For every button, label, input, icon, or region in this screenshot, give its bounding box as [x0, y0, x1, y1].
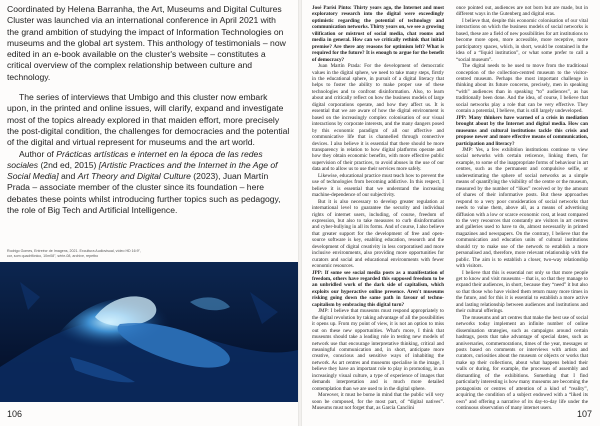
artwork-image: [0, 262, 298, 402]
interview-answer: Likewise, educational practice must teach how to prevent the use of technologies from becoming addictive. In this respect, I believe it is essential that we understand the increasing machine-dependence of our subjectivity.: [312, 172, 444, 199]
text-run: and: [58, 171, 78, 182]
interview-answer: Moreover, it must be borne in mind that the public will very soon be composed, for the most part, of “digital natives”. Museums must not forget that, as García Canclini: [312, 392, 444, 412]
book-title-art-theory: Art Theory and Digital Culture: [77, 171, 191, 182]
interview-answer: JMP: I believe that museums must respond appropriately to the digital revolution by taking advantage of all the possibilities it opens up. From my point of view, it is not an option to miss out on these new opportunities. What's more, I think that museums should take a leading role in testing new models of network use that encourage interpretative thinking, critical and meaningful communication and, in short, anticipate more creative, conscious and sensitive ways of inhabiting the network. As art centres and museums specialise in the image, I believe they have an important role to play in promoting, in an increasingly visual culture, a type of experience of images that demands interpretation and is much more detailed contemplation than we are used to in the digital sphere.: [312, 308, 444, 392]
intro-text: [7, 4, 290, 216]
left-page: [0, 0, 298, 426]
artwork-photo: [0, 262, 298, 402]
interview-question: JPP: Many thinkers have warned of a crisis in mediation brought about by the Internet and digital media. How can museums and cultural institutions tackle this crisis and propose newer and more effective means of communication, participation and literacy?: [456, 114, 588, 147]
book-title-english: [Artistic Practices and the Internet in the Age of Social Media]: [7, 159, 278, 182]
interview-answer: The digital needs to be used to move from the traditional conception of the collection-centred museum to the visitor-centred museum. Perhaps the most important challenge in thinking about its future concerns, precisely, men in speaking “with” audiences than in speaking “to” audiences”, as has traditionally been done. And the idea, of course, I believe that social networks play a role that can be very effective. They contain a potential, I believe, that is still largely undeveloped.: [456, 63, 588, 115]
interview-answer: I believe that this is essential not only so that more people get to know and visit museums – that is, so that they manage to expand their audiences, in short, because they “need” it but also so that those who have visited them return many more times in the future, and for this it is essential to establish a more active and lasting relationship between audiences and institutions and their cultural offerings.: [456, 269, 588, 315]
intro-paragraph-3: [7, 149, 290, 217]
text-run: Author of: [19, 148, 57, 159]
photo-caption: Rodrigo Gomes, Entreécr de Imagens, 2021. Excultura Audiovisual, vídeo HD 16:9", cor, som quadrifónico, 10m08", série-08, archive, repetbo: [7, 249, 141, 258]
text-run: (2023), Juan Martín Prada – associate member of the cluster since its foundation – here debates these points whilst introducing further topics such as pedagogy, the role of Big Tech and Artificial Intelligence.: [7, 171, 281, 216]
text-run: (2nd ed, 2015): [38, 159, 99, 170]
page-number-right: 107: [576, 409, 592, 419]
interview-answer: I believe that, despite this economic colonisation of our vital interactions on which the business models of social networks is based, these are a field of new possibilities for art institutions to become more open, more accessible, more receptive, more participatory spaces, which, in short, would be contained in the idea of a “liquid institution”, or what some prefer to call a “social museum”.: [456, 17, 588, 63]
book-title-spanish: Prácticas artísticas e internet en la época de las redes sociales: [7, 148, 263, 170]
interview-answer: But it is also necessary to develop greater regulation at international level to guarantee the security and individual rights of internet users, including, of course, freedom of expression, but also to take measures to curb disinformation and cyber-bullying in all its forms. And of course, I also believe that greater support for the development of free and open-source software is key, enabling education, research and the development of digital creativity in less corporatised and more inclusive environments, also providing more opportunities for curators and social and educational environments with fewer economic resources.: [312, 198, 444, 270]
interview-answer: JMP: Yes, a few exhibition institutions continue to view social networks with certain reticence, linking them, for example, to some of the inappropriate forms of behaviour in art centres, such as the permanent and compulsive selfie, or underestimating the sphere of social networks as a simple means of quantifying the visibility of the centre or the museum, measured by the number of “likes” received or by the amount of shares of their informative posts. But these approaches respond to a very poor consideration of social networks that needs to value them, above all, as a means of advertising diffusion with a low or scarce economic cost, at least compared to the very resources that constantly are visitors in art centres and galleries used to have to do, almost necessarily in printed magazines and newspapers. On the contrary, I believe that the communication and education units of cultural institutions should try to make use of the network to establish a more personalised and, therefore, more relevant relationship with the public. The aim is to establish a closer, two-way relationship with visitors.: [456, 146, 588, 270]
intro-paragraph-2: The series of interviews that Umbigo and this cluster now embark upon, in the printed and online issues, will clarify, expand and investigate most of the topics already explored in that maiden effort, more precisely the post-digital condition, the challenges for democracies and the potential of the digital and virtual represent for museums and the art world.: [7, 92, 290, 148]
column-left: [312, 5, 444, 412]
right-page: [302, 0, 600, 426]
interview-answer: The museums and art centres that make the best use of social networks today implement an infinite number of online dissemination strategies, such as campaigns around certain hashtags, posts that take advantage of special dates, such as anniversaries, commemorations, times of the year, messages or posts based on comments or interviews with artists and curators, curiosities about the museum or objects or works that make up their collections, about what happens behind their walls or during, for example, the processes of assembly and dismantling of the exhibitions. Something that I find particularly interesting is how many museums are becoming the protagonists or centres of attention of a kind of “reality”, acquiring the condition of a subject endowed with a “liked its own” and offering a narrative of its day-to-day life under the continuous observation of many internet users.: [456, 314, 588, 412]
interview-question: JPP: If some see social media posts as a manifestation of freedom, others have regarded this supposed freedom to be an unbridled work of the dark side of capitalism, which exploits our hyperactive online presence. Aren't museums risking going down the same path in favour of techno-capitalism by embracing this digital turn?: [312, 269, 444, 308]
interview-question: José Parísi Pinto: Thirty years ago, the Internet and most exploratory research into the digital were exceedingly optimistic regarding the potential of technology and communication networks. Thirty years on, we see a growing vilification or mistrust of social media, chat rooms and media in general. How can we critically rethink that initial premise? Are there any reasons for optimism left? What is required for the future? It is enough to argue for the benefit of democracy?: [312, 5, 444, 63]
interview-answer: once pointed out, audiences are not born but are made, but in different ways in the Gutenberg and digital eras.: [456, 5, 588, 18]
column-right: [456, 5, 588, 412]
page-number-left: 106: [7, 409, 23, 419]
interview-answer: Juan Martín Prada: For the development of democratic values in the digital sphere, we need to take many steps, firstly in the educational sphere, in pursuit of a digital literacy that helps to foster the ability to make proper use of these technologies and to confront disinformation. Also, to learn about and critically reflect on how the business models of large digital corporations operate, and how they affect us. It is essential that we are aware of how the digital environment is based on the increasingly complex colonisation of our visual interactions by corporate interests, and the many dangers posed by this economic paradigm of all our affective and communicative life that is channelled through connective devices. I also believe it is essential that there should be more transparency in relation to how digital platforms operate and how they obtain economic benefits, with more effective public supervision of their practices, to avoid abuses in the use of our data and to allow us to use their services more safely.: [312, 63, 444, 173]
intro-paragraph-1: Coordinated by Helena Barranha, the Art, Museums and Digital Cultures Cluster was launched via an international conference in April 2021 with the grand ambition of studying the impact of Information Technologies on museums and the global art system. This anthology of testimonials – now edited in an e-book available on the cluster's website – constitutes a critical overview of the complex relationship between culture and technology.: [7, 4, 286, 82]
